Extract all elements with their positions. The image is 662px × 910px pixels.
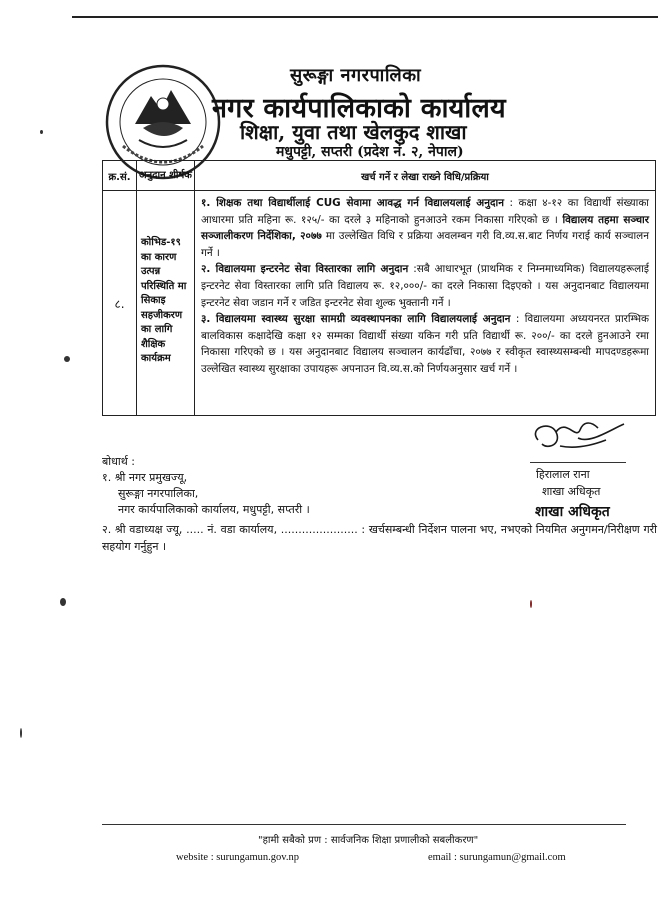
top-rule [72, 16, 658, 18]
handwritten-signature [520, 410, 630, 458]
cc-label: बोधार्थ : [102, 455, 135, 468]
office-name: नगर कार्यपालिकाको कार्यालय [212, 93, 506, 124]
procedure-item-1-guideline: विद्यालय तहमा सञ्चार सञ्जालीकरण निर्देशिका, २०७७ [201, 213, 649, 243]
recipient-1-line-2: सुरूङ्गा नगरपालिका, [118, 487, 199, 500]
branch-name: शिक्षा, युवा तथा खेलकुद शाखा [240, 120, 467, 144]
procedure-item-2-text: :सबै आधारभूत (प्राथमिक र निम्नमाध्यमिक) विद्यालयहरूलाई इन्टरनेट सेवा विस्तारका लागि प्रति विद्यालय रू. १२,०००/- का दरले निकासा दिइएको । यस अनुदानबाट विद्यालयमा इन्टरनेट सेवा जडान गर्ने र जडित इन्टरनेट सेवा शुल्क भुक्तानी गर्ने । [201, 263, 649, 309]
footer-email: email : surungamun@gmail.com [428, 852, 566, 863]
procedure-item-1-heading: १. शिक्षक तथा विद्यार्थीलाई CUG सेवामा आवद्ध गर्न विद्यालयलाई अनुदान [201, 197, 504, 209]
header-serial: क्र.सं. [103, 161, 137, 191]
procedure-item-3-heading: ३. विद्यालयमा स्वास्थ्य सुरक्षा सामग्री व्यवस्थापनका लागि विद्यालयलाई अनुदान [201, 313, 511, 326]
scan-speck [64, 356, 70, 362]
procedure-item-1-text2: मा उल्लेखित विधि र प्रक्रिया अवलम्बन गरी वि.व्य.स.बाट निर्णय गराई कार्य सञ्चालन गर्ने । [201, 230, 649, 259]
table-row [103, 191, 656, 416]
official-stamp: शाखा अधिकृत [535, 504, 610, 520]
scan-speck [60, 598, 66, 606]
footer-rule [102, 824, 626, 825]
row-grant-title: कोभिड-१९ का कारण उत्पन्न परिस्थिति मा सिकाइ सहजीकरण का लागि शैक्षिक कार्यक्रम [137, 191, 195, 416]
header-procedure: खर्च गर्ने र लेखा राख्ने विधि/प्रक्रिया [195, 161, 656, 191]
procedure-item-3 [201, 311, 649, 377]
scan-speck [530, 600, 532, 608]
procedure-item-2 [201, 261, 649, 311]
recipient-1-line-1: १. श्री नगर प्रमुखज्यू, [102, 471, 188, 484]
table-header-row [103, 161, 656, 191]
procedure-item-1-text: : कक्षा ४-१२ का विद्यार्थी संख्याका आधारमा प्रति महिना रू. १२५/- का दरले ३ महिनाको हुनआउने रकम निकासा गरिएको छ । [201, 197, 649, 226]
scan-speck [20, 728, 22, 738]
footer-motto: "हामी सबैको प्रण : सार्वजनिक शिक्षा प्रणालीको सबलीकरण" [258, 835, 479, 846]
signature-line [530, 462, 626, 463]
grant-procedure-table [102, 160, 656, 416]
row-serial: ८. [103, 191, 137, 416]
procedure-item-3-text: : विद्यालयमा अध्ययनरत प्रारम्भिक बालविकास कक्षादेखि कक्षा १२ सम्मका विद्यार्थी संख्या यकिन गरी प्रति विद्यार्थी रू. २००/- का दरले हुनआउने रमा निकासा गरिएको छ । यस अनुदानबाट विद्यालय सञ्चालन कार्यढाँचा, २०७७ र स्वीकृत स्वास्थ्यसम्बन्धी मापदण्डहरूमा उल्लेखित स्वास्थ्य सुरक्षाका उपायहरू अपनाउन वि.व्य.स.को निर्णयअनुसार खर्च गर्ने । [201, 313, 649, 375]
recipient-1-line-3: नगर कार्यपालिकाको कार्यालय, मधुपट्टी, सप्तरी । [118, 503, 310, 516]
scan-speck [40, 130, 43, 134]
procedure-item-2-heading: २. विद्यालयमा इन्टरनेट सेवा विस्तारका लागि अनुदान [201, 263, 409, 276]
municipality-name: सुरूङ्गा नगरपालिका [290, 65, 422, 86]
signatory-name: हिरालाल राना [536, 468, 590, 481]
footer-website: website : surungamun.gov.np [176, 852, 299, 863]
procedure-item-1 [201, 195, 649, 261]
office-address: मधुपट्टी, सप्तरी (प्रदेश नं. २, नेपाल) [276, 144, 464, 160]
header-grant-title: अनुदान शीर्षक [137, 161, 195, 191]
recipient-2: २. श्री वडाध्यक्ष ज्यू, ..... नं. वडा कार्यालय, ...................... : खर्चसम्बन्धी निर्देशन पालना भए, नभएको नियमित अनुगमन/निरीक्षण गरी सहयोग गर्नुहुन । [102, 523, 657, 553]
signatory-title: शाखा अधिकृत [542, 485, 601, 498]
row-procedure [195, 191, 656, 416]
